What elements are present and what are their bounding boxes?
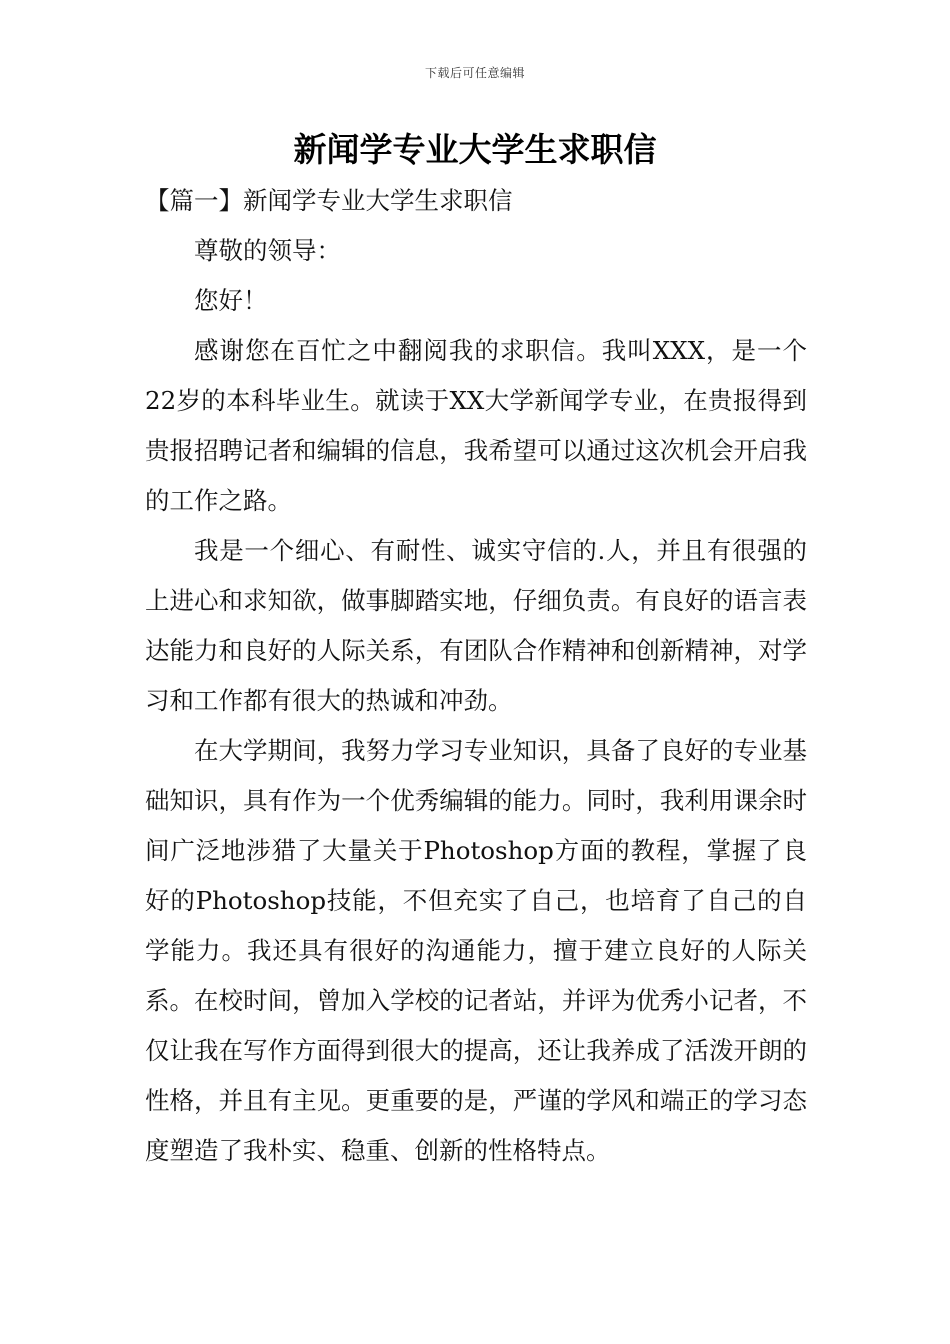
letter-body [145, 176, 807, 1176]
paragraph-personality: 我是一个细心、有耐性、诚实守信的.人，并且有很强的上进心和求知欲，做事脚踏实地，仔细负责。有良好的语言表达能力和良好的人际关系，有团队合作精神和创新精神，对学习和工作都有很大的热诚和冲劲。 [145, 536, 807, 715]
paragraph-introduction: 感谢您在百忙之中翻阅我的求职信。我叫XXX，是一个22岁的本科毕业生。就读于XX大学新闻学专业，在贵报得到贵报招聘记者和编辑的信息，我希望可以通过这次机会开启我的工作之路。 [145, 336, 807, 515]
greeting: 您好！ [194, 286, 268, 315]
section-heading: 【篇一】新闻学专业大学生求职信 [145, 186, 513, 215]
document-title: 新闻学专业大学生求职信 [293, 130, 657, 169]
header-note: 下载后可任意编辑 [424, 66, 525, 80]
paragraph-university-experience: 在大学期间，我努力学习专业知识，具备了良好的专业基础知识，具有作为一个优秀编辑的能力。同时，我利用课余时间广泛地涉猎了大量关于Photoshop方面的教程，掌握了良好的Photoshop技能，不但充实了自己，也培育了自己的自学能力。我还具有很好的沟通能力，擅于建立良好的人际关系。在校时间，曾加入学校的记者站，并评为优秀小记者，不仅让我在写作方面得到很大的提高，还让我养成了活泼开朗的性格，并且有主见。更重要的是，严谨的学风和端正的学习态度塑造了我朴实、稳重、创新的性格特点。 [145, 736, 807, 1165]
salutation: 尊敬的领导： [194, 236, 341, 265]
